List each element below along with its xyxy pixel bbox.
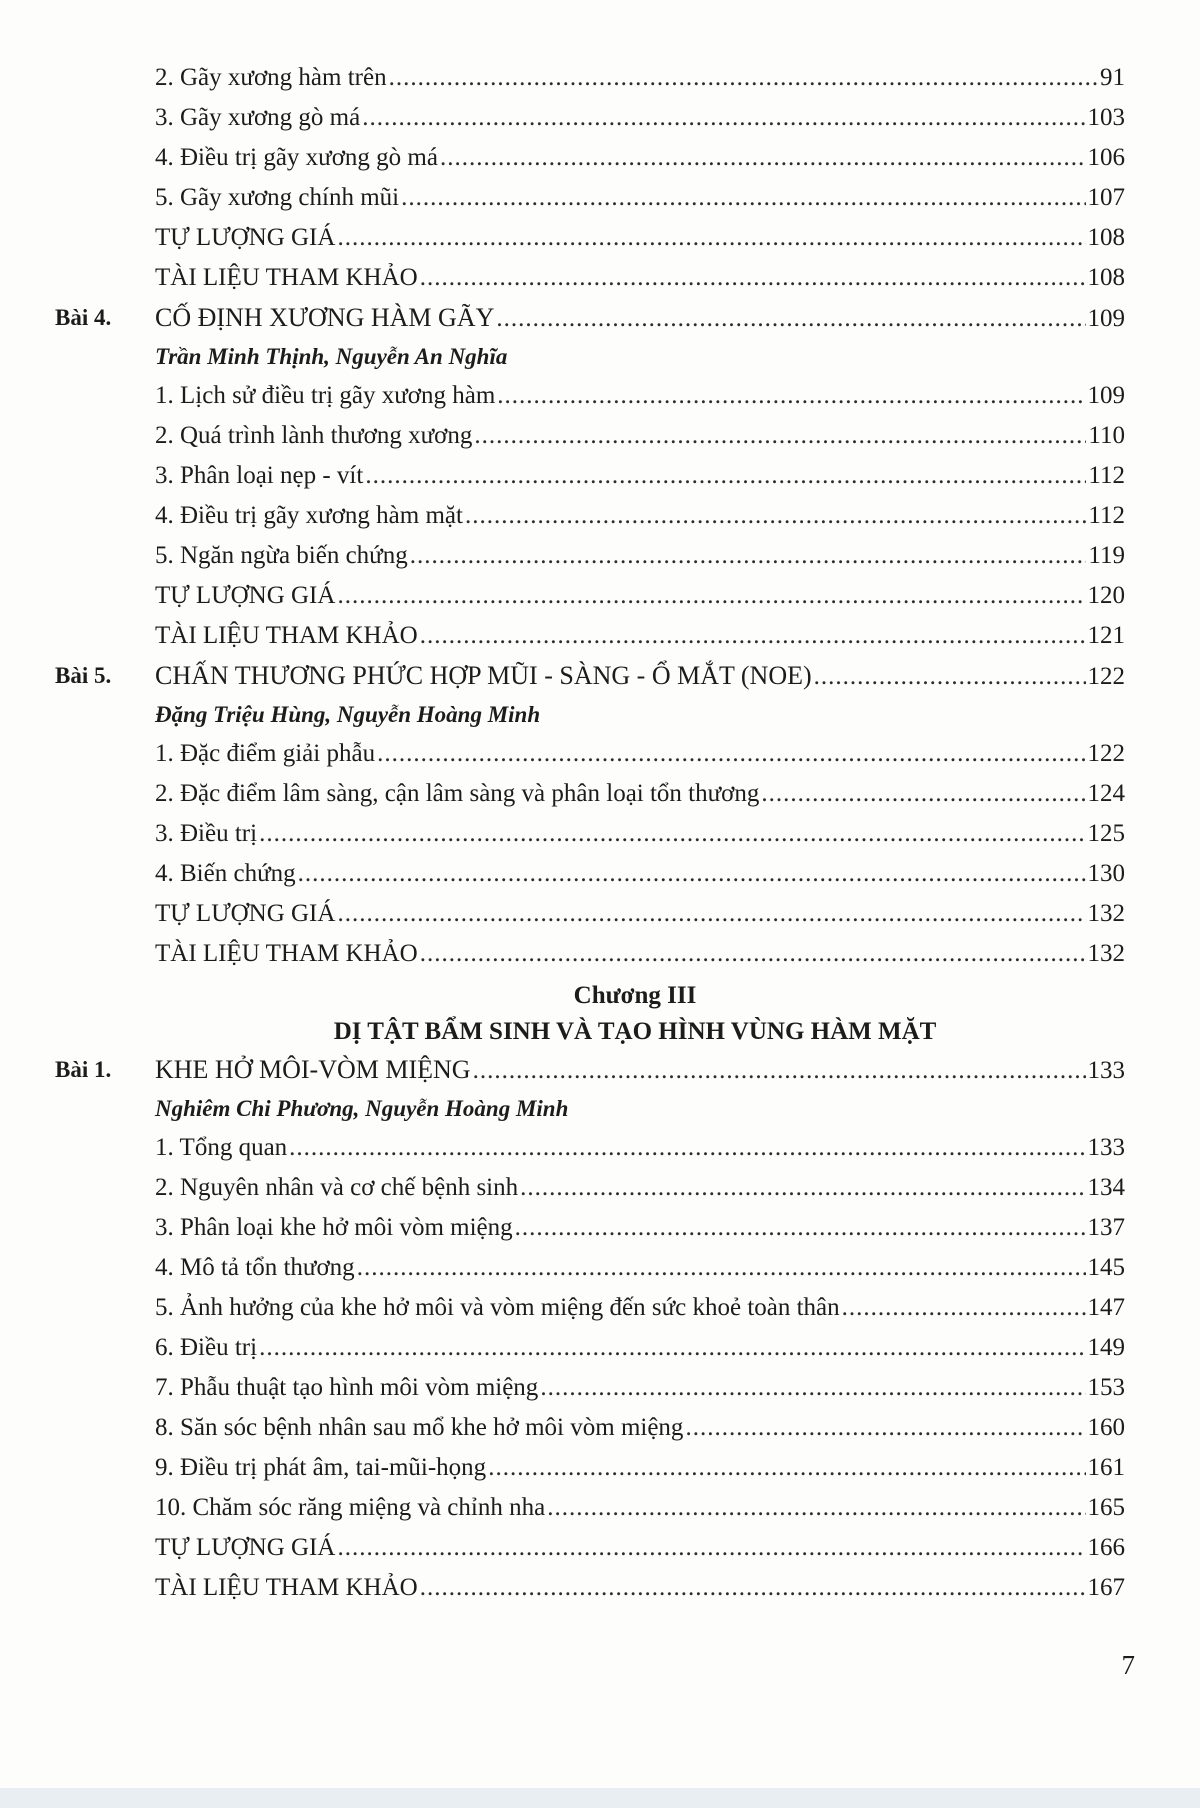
dot-leader bbox=[365, 456, 1086, 496]
lesson-1-items bbox=[0, 1128, 1200, 1608]
dot-leader bbox=[298, 854, 1086, 894]
page-ref: 153 bbox=[1087, 1374, 1125, 1401]
dot-leader bbox=[337, 218, 1085, 258]
dot-leader bbox=[362, 98, 1085, 138]
entry-title: 2. Gãy xương hàm trên bbox=[155, 64, 387, 91]
page-ref: 108 bbox=[1087, 224, 1125, 251]
page-ref: 132 bbox=[1087, 900, 1125, 927]
page-ref: 109 bbox=[1087, 305, 1125, 332]
entry-title: 5. Gãy xương chính mũi bbox=[155, 184, 400, 211]
entry-title: 1. Lịch sử điều trị gãy xương hàm bbox=[155, 382, 496, 409]
page-ref: 107 bbox=[1087, 184, 1125, 211]
toc-entry bbox=[0, 1168, 1200, 1208]
dot-leader bbox=[547, 1488, 1085, 1528]
toc-entry bbox=[0, 496, 1200, 536]
lesson-5-items bbox=[0, 734, 1200, 974]
toc-entry bbox=[0, 616, 1200, 656]
entry-title: 2. Nguyên nhân và cơ chế bệnh sinh bbox=[155, 1174, 519, 1201]
dot-leader bbox=[337, 576, 1085, 616]
toc-entry bbox=[0, 814, 1200, 854]
entry-title: 10. Chăm sóc răng miệng và chỉnh nha bbox=[155, 1494, 546, 1521]
toc-entry bbox=[0, 218, 1200, 258]
lesson-4-items bbox=[0, 376, 1200, 656]
dot-leader bbox=[842, 1288, 1086, 1328]
toc-entry bbox=[0, 1368, 1200, 1408]
dot-leader bbox=[761, 774, 1085, 814]
page-ref: 149 bbox=[1087, 1334, 1125, 1361]
page-ref: 132 bbox=[1087, 940, 1125, 967]
toc-entry bbox=[0, 1208, 1200, 1248]
entry-title: TỰ LƯỢNG GIÁ bbox=[155, 1534, 336, 1561]
entry-title: TỰ LƯỢNG GIÁ bbox=[155, 224, 336, 251]
entry-title: 2. Đặc điểm lâm sàng, cận lâm sàng và phân loại tổn thương bbox=[155, 780, 760, 807]
dot-leader bbox=[401, 178, 1085, 218]
toc-entry bbox=[0, 138, 1200, 178]
entry-title: 6. Điều trị bbox=[155, 1334, 258, 1361]
dot-leader bbox=[259, 814, 1085, 854]
entry-title: TỰ LƯỢNG GIÁ bbox=[155, 900, 336, 927]
page-ref: 133 bbox=[1087, 1134, 1125, 1161]
page-ref: 137 bbox=[1087, 1214, 1125, 1241]
entry-title: 4. Biến chứng bbox=[155, 860, 296, 887]
page-ref: 103 bbox=[1087, 104, 1125, 131]
dot-leader bbox=[685, 1408, 1085, 1448]
page-ref: 110 bbox=[1088, 422, 1125, 449]
entry-title: 3. Gãy xương gò má bbox=[155, 104, 361, 131]
page-ref: 133 bbox=[1087, 1057, 1125, 1084]
lesson-label: Bài 4. bbox=[55, 305, 112, 330]
dot-leader bbox=[488, 1448, 1085, 1488]
dot-leader bbox=[496, 299, 1085, 339]
page-ref: 161 bbox=[1087, 1454, 1125, 1481]
lesson-label: Bài 1. bbox=[55, 1057, 112, 1082]
toc-entry bbox=[0, 98, 1200, 138]
toc-entry bbox=[0, 734, 1200, 774]
toc-entry bbox=[0, 1408, 1200, 1448]
entry-title: 1. Đặc điểm giải phẫu bbox=[155, 740, 376, 767]
page-ref: 122 bbox=[1087, 663, 1125, 690]
dot-leader bbox=[259, 1328, 1085, 1368]
page-ref: 166 bbox=[1087, 1534, 1125, 1561]
entry-title: 4. Điều trị gãy xương hàm mặt bbox=[155, 502, 463, 529]
chapter-heading bbox=[0, 978, 1200, 1050]
entry-title: 4. Điều trị gãy xương gò má bbox=[155, 144, 438, 171]
page-ref: 134 bbox=[1087, 1174, 1125, 1201]
lesson-title: CHẤN THƯƠNG PHỨC HỢP MŨI - SÀNG - Ổ MẮT (NOE) bbox=[155, 661, 812, 690]
lesson-title: CỐ ĐỊNH XƯƠNG HÀM GÃY bbox=[155, 303, 495, 332]
lesson-4-heading bbox=[0, 298, 1200, 338]
chapter-title: DỊ TẬT BẨM SINH VÀ TẠO HÌNH VÙNG HÀM MẶT bbox=[333, 1018, 937, 1045]
toc-entry bbox=[0, 536, 1200, 576]
scan-edge bbox=[0, 1788, 1200, 1808]
toc-entry bbox=[0, 1488, 1200, 1528]
dot-leader bbox=[540, 1368, 1085, 1408]
lesson-5-authors bbox=[0, 696, 1200, 734]
entry-title: 7. Phẫu thuật tạo hình môi vòm miệng bbox=[155, 1374, 539, 1401]
page-ref: 125 bbox=[1087, 820, 1125, 847]
toc-entry bbox=[0, 934, 1200, 974]
page-ref: 112 bbox=[1088, 502, 1125, 529]
dot-leader bbox=[357, 1248, 1086, 1288]
dot-leader bbox=[465, 496, 1086, 536]
toc-entry bbox=[0, 774, 1200, 814]
toc-entry bbox=[0, 1448, 1200, 1488]
page-ref: 120 bbox=[1087, 582, 1125, 609]
page-ref: 121 bbox=[1087, 622, 1125, 649]
dot-leader bbox=[420, 616, 1086, 656]
dot-leader bbox=[520, 1168, 1085, 1208]
page-number: 7 bbox=[1121, 1650, 1135, 1680]
dot-leader bbox=[410, 536, 1087, 576]
toc-entry bbox=[0, 376, 1200, 416]
lesson-label: Bài 5. bbox=[55, 663, 112, 688]
toc-entry bbox=[0, 1328, 1200, 1368]
dot-leader bbox=[337, 894, 1085, 934]
dot-leader bbox=[389, 58, 1098, 98]
page-ref: 112 bbox=[1088, 462, 1125, 489]
dot-leader bbox=[420, 934, 1086, 974]
page-ref: 109 bbox=[1087, 382, 1125, 409]
entry-title: 5. Ảnh hưởng của khe hở môi và vòm miệng đến sức khoẻ toàn thân bbox=[155, 1294, 840, 1321]
toc-entry bbox=[0, 416, 1200, 456]
section-a bbox=[0, 58, 1200, 298]
authors-text: Nghiêm Chi Phương, Nguyễn Hoàng Minh bbox=[155, 1096, 569, 1121]
entry-title: 3. Điều trị bbox=[155, 820, 258, 847]
toc-entry bbox=[0, 258, 1200, 298]
page-ref: 91 bbox=[1100, 64, 1125, 91]
chapter-label: Chương III bbox=[573, 982, 697, 1009]
lesson-4-authors bbox=[0, 338, 1200, 376]
dot-leader bbox=[440, 138, 1086, 178]
toc-entry bbox=[0, 456, 1200, 496]
toc-entry bbox=[0, 1568, 1200, 1608]
toc-entry bbox=[0, 58, 1200, 98]
page-ref: 119 bbox=[1088, 542, 1125, 569]
dot-leader bbox=[515, 1208, 1086, 1248]
toc-entry bbox=[0, 178, 1200, 218]
lesson-1-authors bbox=[0, 1090, 1200, 1128]
entry-title: TÀI LIỆU THAM KHẢO bbox=[155, 940, 418, 967]
entry-title: 3. Phân loại khe hở môi vòm miệng bbox=[155, 1214, 513, 1241]
authors-text: Trần Minh Thịnh, Nguyễn An Nghĩa bbox=[155, 344, 508, 369]
entry-title: 1. Tổng quan bbox=[155, 1134, 288, 1161]
dot-leader bbox=[473, 1051, 1086, 1091]
entry-title: 4. Mô tả tổn thương bbox=[155, 1254, 355, 1281]
dot-leader bbox=[474, 416, 1086, 456]
entry-title: TÀI LIỆU THAM KHẢO bbox=[155, 1574, 418, 1601]
page-ref: 145 bbox=[1087, 1254, 1125, 1281]
dot-leader bbox=[337, 1528, 1085, 1568]
toc-entry bbox=[0, 1128, 1200, 1168]
toc-entry bbox=[0, 1528, 1200, 1568]
lesson-title: KHE HỞ MÔI-VÒM MIỆNG bbox=[155, 1055, 471, 1084]
authors-text: Đặng Triệu Hùng, Nguyễn Hoàng Minh bbox=[155, 702, 541, 727]
page-ref: 122 bbox=[1087, 740, 1125, 767]
dot-leader bbox=[289, 1128, 1085, 1168]
toc-entry bbox=[0, 1288, 1200, 1328]
dot-leader bbox=[420, 1568, 1086, 1608]
dot-leader bbox=[814, 657, 1086, 697]
dot-leader bbox=[420, 258, 1086, 298]
toc-entry bbox=[0, 854, 1200, 894]
entry-title: 2. Quá trình lành thương xương bbox=[155, 422, 473, 449]
lesson-5-heading bbox=[0, 656, 1200, 696]
entry-title: 8. Săn sóc bệnh nhân sau mổ khe hở môi vòm miệng bbox=[155, 1414, 684, 1441]
entry-title: 9. Điều trị phát âm, tai-mũi-họng bbox=[155, 1454, 487, 1481]
dot-leader bbox=[377, 734, 1085, 774]
page-ref: 106 bbox=[1087, 144, 1125, 171]
toc-entry bbox=[0, 894, 1200, 934]
page-ref: 130 bbox=[1087, 860, 1125, 887]
entry-title: TÀI LIỆU THAM KHẢO bbox=[155, 622, 418, 649]
dot-leader bbox=[497, 376, 1085, 416]
entry-title: TÀI LIỆU THAM KHẢO bbox=[155, 264, 418, 291]
page-ref: 147 bbox=[1087, 1294, 1125, 1321]
entry-title: 3. Phân loại nẹp - vít bbox=[155, 462, 364, 489]
lesson-1-heading bbox=[0, 1050, 1200, 1090]
entry-title: 5. Ngăn ngừa biến chứng bbox=[155, 542, 408, 569]
page-ref: 165 bbox=[1087, 1494, 1125, 1521]
table-of-contents bbox=[0, 58, 1200, 1608]
page-ref: 124 bbox=[1087, 780, 1125, 807]
page-ref: 160 bbox=[1087, 1414, 1125, 1441]
entry-title: TỰ LƯỢNG GIÁ bbox=[155, 582, 336, 609]
toc-entry bbox=[0, 1248, 1200, 1288]
page-ref: 108 bbox=[1087, 264, 1125, 291]
toc-entry bbox=[0, 576, 1200, 616]
page-ref: 167 bbox=[1087, 1574, 1125, 1601]
